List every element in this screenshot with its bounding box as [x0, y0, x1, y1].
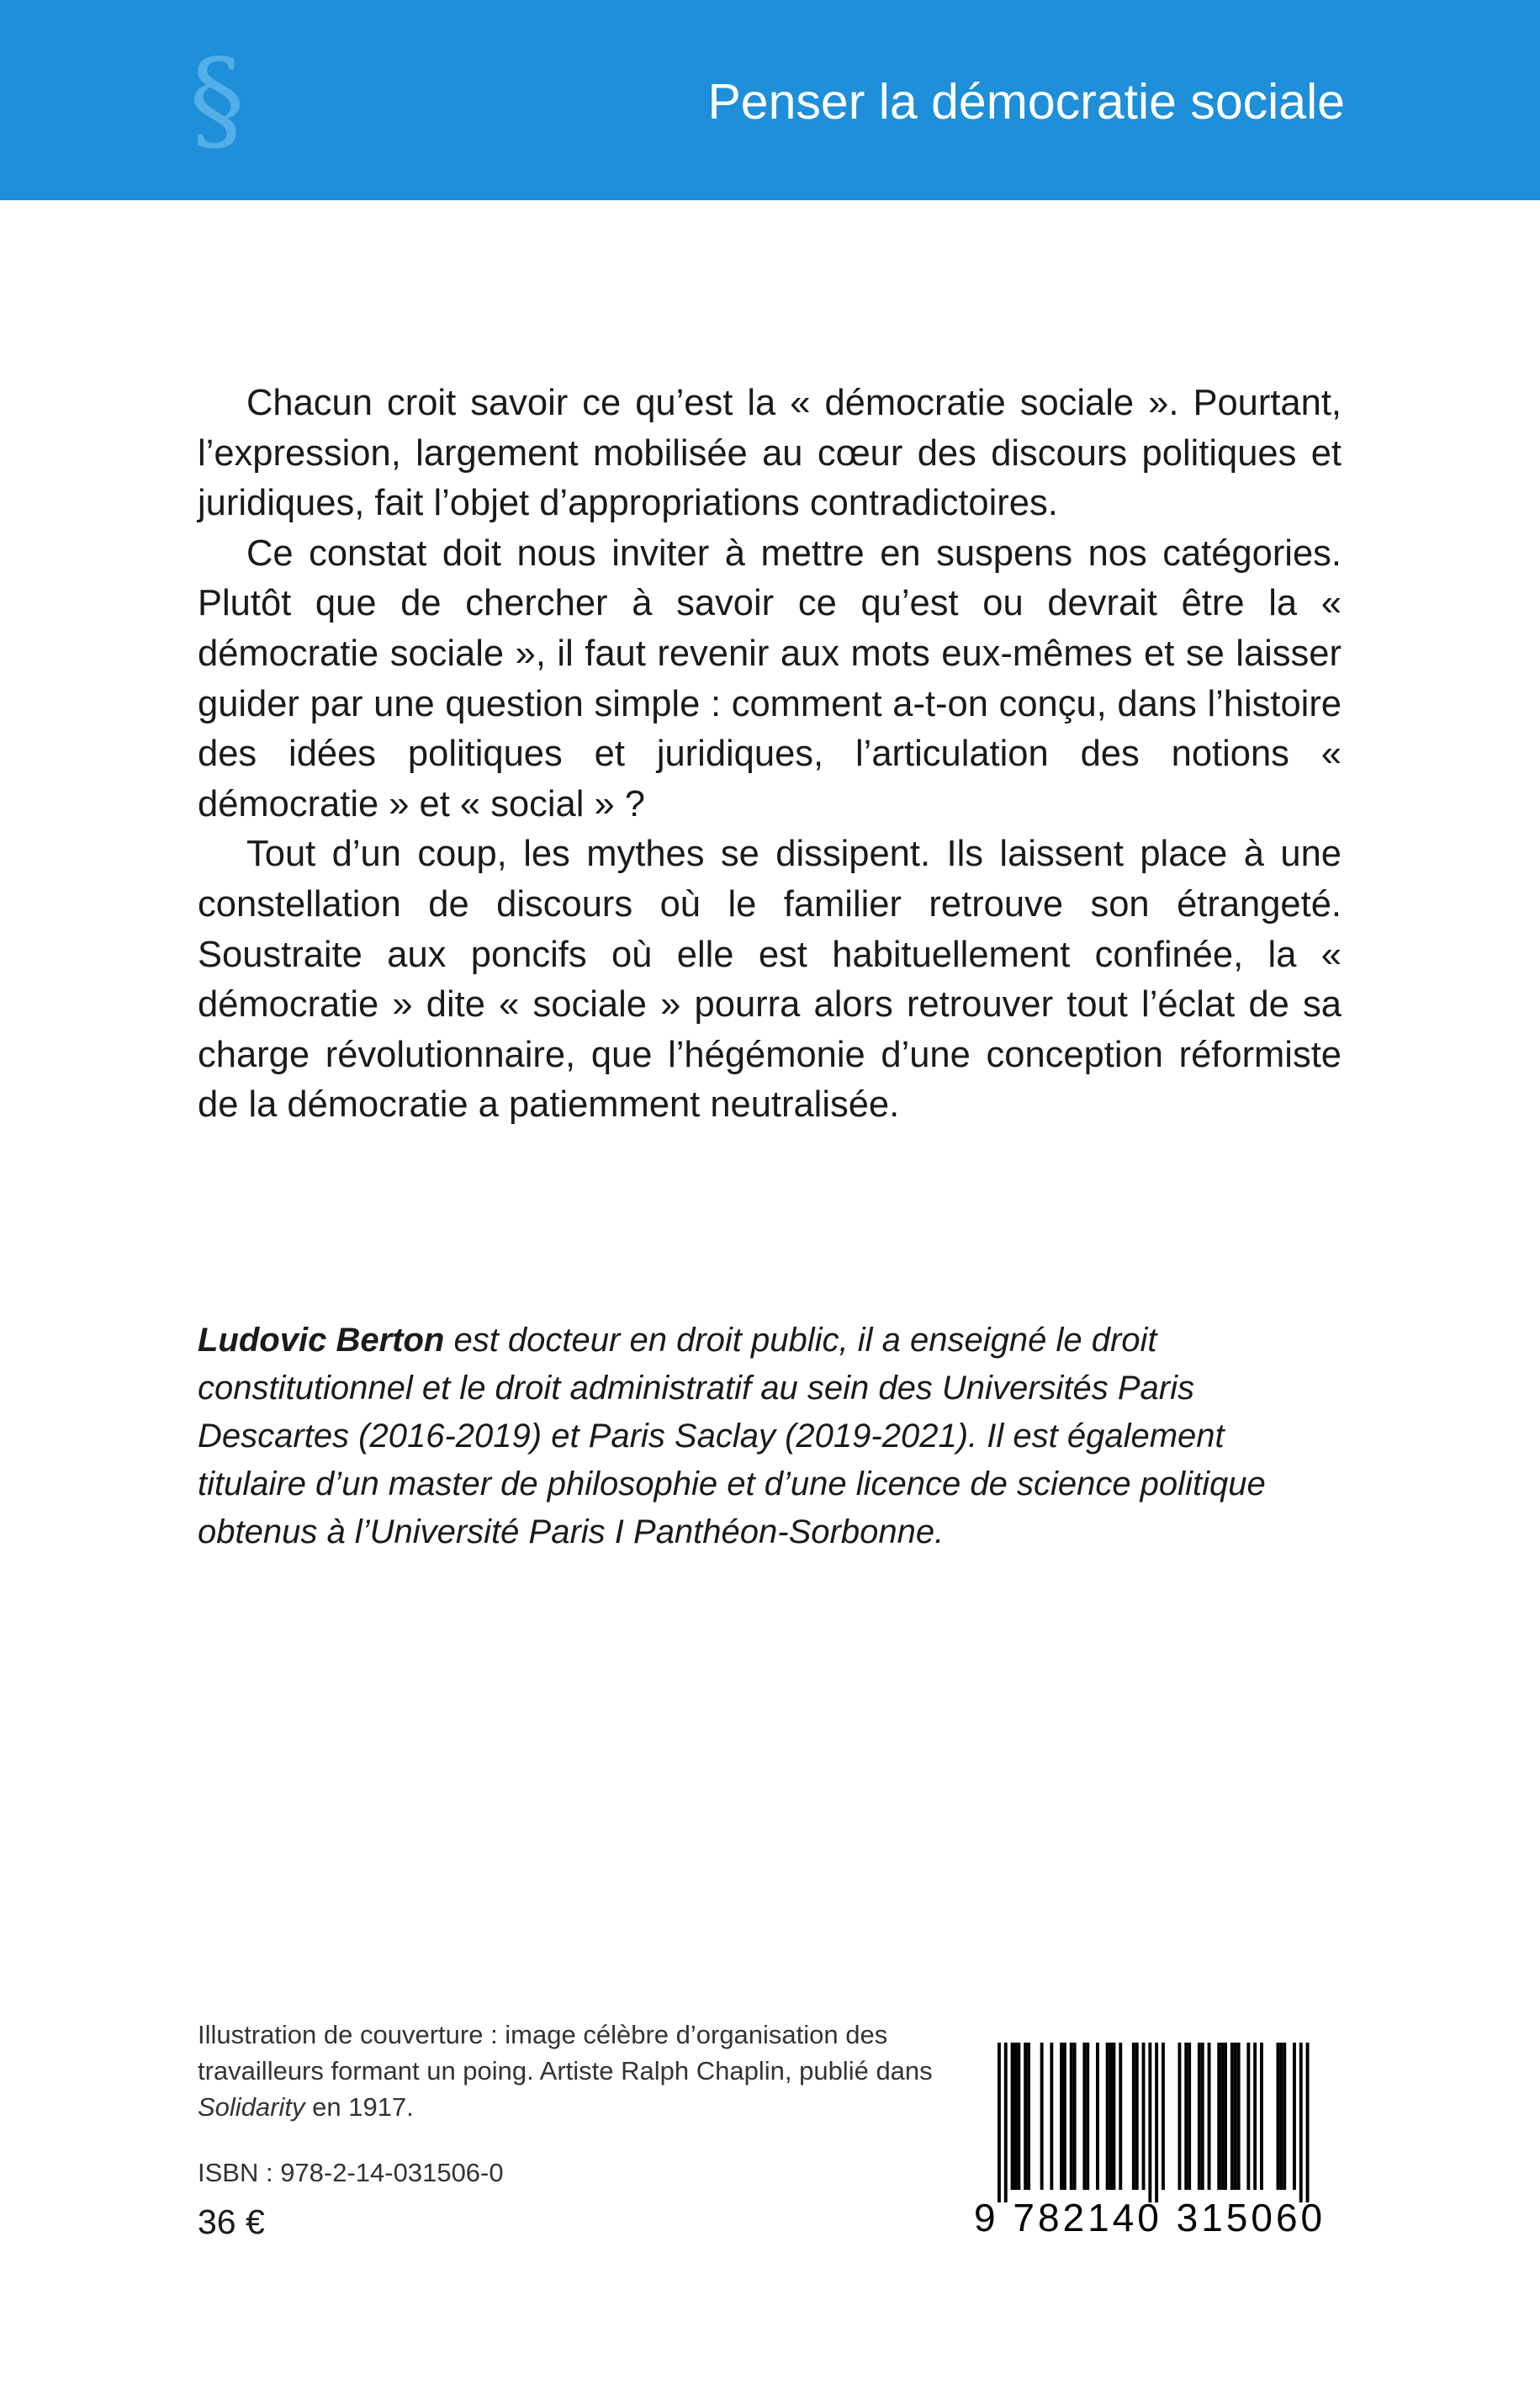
barcode-bar	[1188, 2043, 1191, 2190]
barcode-bar	[1283, 2043, 1286, 2190]
barcode-bar	[1082, 2043, 1086, 2190]
series-header	[0, 0, 1540, 200]
credit-text: Illustration de couverture : image célèbre d’organisation des travailleurs formant un poing. Artiste Ralph Chaplin, publié dans	[198, 2020, 933, 2086]
barcode-bar	[1198, 2043, 1201, 2190]
barcode-bar	[1178, 2043, 1182, 2190]
isbn: ISBN : 978-2-14-031506-0	[198, 2158, 504, 2187]
barcode-bar	[1086, 2043, 1089, 2190]
barcode-bar	[1279, 2043, 1283, 2190]
blurb-paragraph: Ce constat doit nous inviter à mettre en suspens nos catégories. Plutôt que de chercher à savoir ce qu’est ou devrait être la « démocratie sociale », il faut revenir aux mots eux-mêmes et se laisser guider par une question simple : comment a-t-on conçu, dans l’histoire des idées politiques et juridiques, l’articulation des notions « démocratie » et « social » ?	[198, 533, 1342, 824]
author-bio	[198, 1317, 1342, 1556]
series-title: Penser la démocratie sociale	[707, 74, 1345, 130]
barcode-bar	[1230, 2043, 1234, 2190]
barcode-bar	[1113, 2043, 1116, 2190]
author-name: Ludovic Berton	[198, 1322, 445, 1359]
barcode-bar	[1260, 2043, 1263, 2190]
barcode-bar	[1109, 2043, 1113, 2190]
barcode-bar	[1060, 2043, 1063, 2190]
barcode-bars-icon	[974, 2043, 1327, 2202]
barcode-bar	[1217, 2043, 1220, 2190]
barcode-bar	[1234, 2043, 1237, 2190]
credit-publication: Solidarity	[198, 2092, 305, 2122]
barcode-bar	[1306, 2043, 1310, 2202]
barcode-bar	[1014, 2043, 1018, 2190]
barcode-bar	[1253, 2043, 1257, 2190]
section-symbol-icon: §	[189, 35, 245, 165]
barcode-bar	[1073, 2043, 1077, 2190]
barcode-bar	[1162, 2043, 1165, 2190]
barcode-bar	[1142, 2043, 1146, 2190]
barcode-bar	[1070, 2043, 1073, 2190]
credit-text-end: en 1917.	[304, 2092, 414, 2122]
barcode-bar	[1299, 2043, 1303, 2202]
barcode-bar	[1208, 2043, 1211, 2190]
barcode-bar	[1096, 2043, 1099, 2190]
barcode	[974, 2043, 1327, 2245]
barcode-bar	[1119, 2043, 1122, 2190]
barcode-digits: 9 782140 315060	[974, 2196, 1326, 2239]
barcode-bar	[1237, 2043, 1241, 2190]
cover-illustration-credit	[198, 2017, 938, 2125]
barcode-bar	[998, 2043, 1001, 2202]
back-cover-blurb	[198, 379, 1342, 1131]
barcode-bar	[1155, 2043, 1158, 2202]
barcode-bar	[1027, 2043, 1030, 2190]
barcode-bar	[1135, 2043, 1139, 2190]
barcode-bar	[1024, 2043, 1027, 2190]
price: 36 €	[198, 2202, 265, 2241]
barcode-bar	[1063, 2043, 1066, 2190]
barcode-bar	[1277, 2043, 1280, 2190]
barcode-bar	[1224, 2043, 1227, 2190]
barcode-bar	[1017, 2043, 1020, 2190]
barcode-bar	[1201, 2043, 1204, 2190]
barcode-bar	[1246, 2043, 1250, 2190]
barcode-bar	[1220, 2043, 1224, 2190]
barcode-bar	[1011, 2043, 1014, 2190]
author-bio-paragraph	[198, 1317, 1342, 1556]
blurb-paragraph: Tout d’un coup, les mythes se dissipent. Ils laissent place à une constellation de discours où le familier retrouve son étrangeté. Soustraite aux poncifs où elle est habituellement confinée, la « démocratie » dite « sociale » pourra alors retrouver tout l’éclat de sa charge révolutionnaire, que l’hégémonie d’une conception réformiste de la démocratie a patiemment neutralisée.	[198, 834, 1342, 1126]
barcode-bar	[1004, 2043, 1008, 2202]
barcode-bar	[1184, 2043, 1188, 2190]
barcode-bar	[1132, 2043, 1135, 2190]
barcode-bar	[1148, 2043, 1151, 2202]
barcode-bar	[1050, 2043, 1053, 2190]
barcode-bar	[1293, 2043, 1296, 2190]
blurb-paragraph: Chacun croit savoir ce qu’est la « démocratie sociale ». Pourtant, l’expression, largement mobilisée au cœur des discours politiques et juridiques, fait l’objet d’appropriations contradictoires.	[198, 383, 1342, 524]
barcode-bar	[1106, 2043, 1109, 2190]
barcode-bar	[1040, 2043, 1044, 2190]
author-bio-text: est docteur en droit public, il a enseigné le droit constitutionnel et le droit administratif au sein des Universités Paris Descartes (2016-2019) et Paris Saclay (2019-2021). Il est également titulaire d’un master de philosophie et d’une licence de science politique obtenus à l’Université Paris I Panthéon-Sorbonne.	[198, 1322, 1266, 1550]
